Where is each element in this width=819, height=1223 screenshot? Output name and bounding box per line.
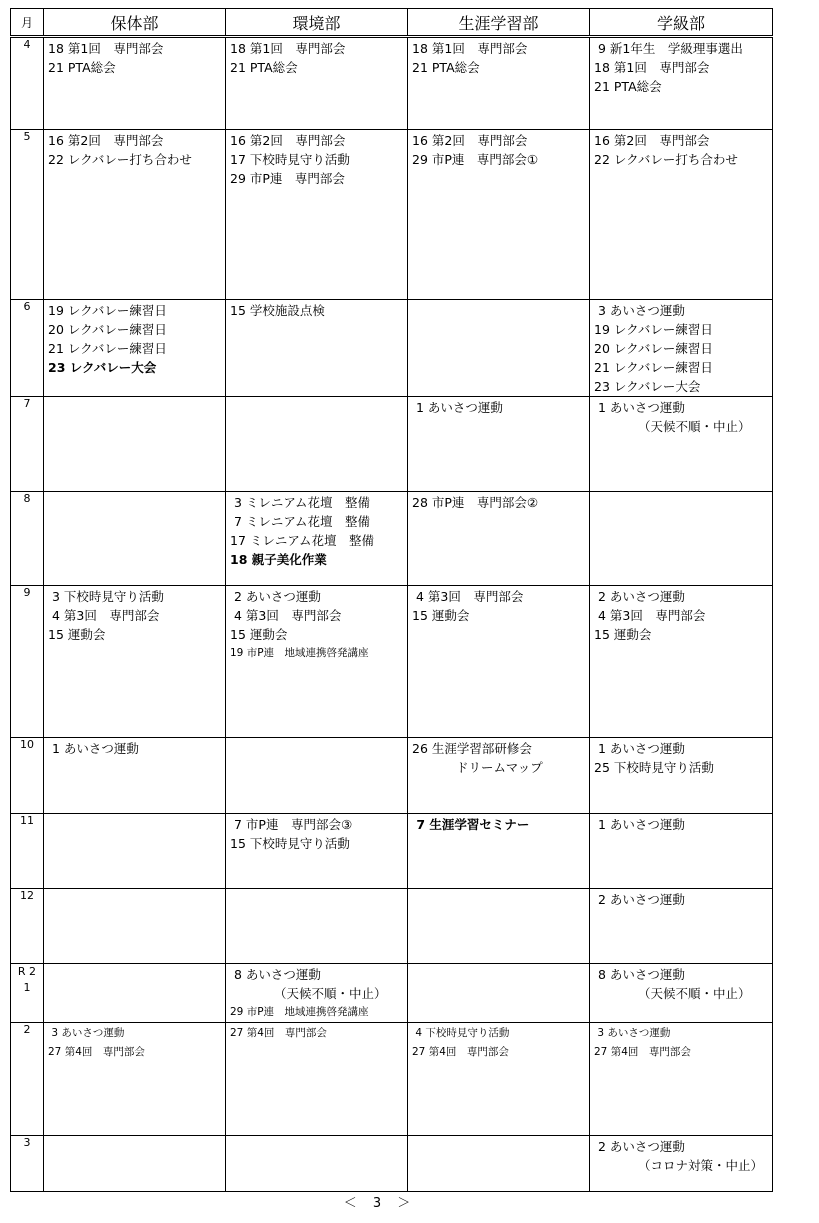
schedule-cell-hotai (44, 964, 226, 1023)
event-list (44, 300, 225, 377)
event-list (226, 492, 407, 569)
schedule-row (11, 889, 773, 964)
month-label: 7 (23, 397, 31, 410)
event-list (590, 300, 772, 396)
schedule-cell-hotai (44, 814, 226, 889)
event-list (590, 814, 772, 834)
schedule-cell-gakkyu (590, 130, 773, 300)
event-line: （天候不順・中止） (638, 419, 751, 434)
event-line: 28 市P連 専門部会② (412, 495, 539, 510)
event-line: 19 レクバレー練習日 (594, 322, 713, 337)
schedule-cell-kankyo (226, 1136, 408, 1192)
schedule-cell-gakkyu (590, 492, 773, 586)
month-cell (11, 300, 44, 397)
schedule-cell-gakkyu (590, 1136, 773, 1192)
schedule-row (11, 814, 773, 889)
event-list (590, 397, 772, 436)
event-line: 3 あいさつ運動 (48, 1027, 125, 1039)
schedule-row (11, 130, 773, 300)
event-line: 18 第1回 専門部会 (48, 41, 164, 56)
event-list (226, 397, 407, 398)
month-label: 5 (23, 130, 31, 143)
schedule-cell-shogai (408, 738, 590, 814)
month-label: 3 (23, 1136, 31, 1149)
event-list (408, 889, 589, 890)
schedule-cell-hotai (44, 738, 226, 814)
event-list (408, 1023, 589, 1062)
era-year-label: R 2 (17, 965, 37, 978)
schedule-row (11, 37, 773, 130)
event-list (226, 964, 407, 1022)
event-line: 7 ミレニアム花壇 整備 (230, 514, 371, 529)
event-line: 1 あいさつ運動 (48, 741, 139, 756)
schedule-cell-kankyo (226, 492, 408, 586)
event-line: 3 ミレニアム花壇 整備 (230, 495, 371, 510)
schedule-row (11, 738, 773, 814)
event-line: 20 レクバレー練習日 (594, 341, 713, 356)
event-list (590, 889, 772, 909)
event-line: 27 第4回 専門部会 (412, 1046, 509, 1058)
event-list (44, 397, 225, 398)
header-gakkyu: 学級部 (590, 9, 773, 37)
event-line: 17 下校時見守り活動 (230, 152, 350, 167)
event-line: 1 あいさつ運動 (412, 400, 503, 415)
schedule-cell-gakkyu (590, 1023, 773, 1136)
event-line: 2 あいさつ運動 (594, 892, 685, 907)
schedule-cell-gakkyu (590, 814, 773, 889)
month-cell (11, 37, 44, 130)
schedule-cell-hotai (44, 586, 226, 738)
event-list (226, 1136, 407, 1137)
schedule-row (11, 300, 773, 397)
event-list (226, 1023, 407, 1043)
schedule-cell-kankyo (226, 37, 408, 130)
event-line: 21 PTA総会 (230, 60, 298, 75)
header-kankyo: 環境部 (226, 9, 408, 37)
event-list (226, 586, 407, 663)
header-row (11, 9, 773, 37)
schedule-cell-hotai (44, 37, 226, 130)
month-cell (11, 492, 44, 586)
schedule-cell-gakkyu (590, 300, 773, 397)
schedule-cell-hotai (44, 130, 226, 300)
event-line: 17 ミレニアム花壇 整備 (230, 533, 375, 548)
month-label: 11 (20, 814, 34, 827)
month-cell (11, 1023, 44, 1136)
event-list (226, 814, 407, 853)
event-list (44, 130, 225, 169)
event-line: 7 生涯学習セミナー (412, 817, 530, 832)
event-list (44, 492, 225, 493)
event-line: 3 下校時見守り活動 (48, 589, 164, 604)
event-list (408, 964, 589, 965)
event-list (226, 38, 407, 77)
event-line: 21 PTA総会 (594, 79, 662, 94)
schedule-cell-kankyo (226, 130, 408, 300)
event-line: 25 下校時見守り活動 (594, 760, 714, 775)
event-line: 29 市P連 地域連携啓発講座 (230, 1006, 369, 1018)
event-line: 18 第1回 専門部会 (412, 41, 528, 56)
month-label: 4 (23, 38, 31, 51)
event-line: 23 レクバレー大会 (594, 379, 701, 394)
event-list (590, 738, 772, 777)
event-line: 29 市P連 専門部会① (412, 152, 539, 167)
schedule-cell-kankyo (226, 889, 408, 964)
event-line: 1 あいさつ運動 (594, 817, 685, 832)
schedule-cell-shogai (408, 586, 590, 738)
event-list (44, 586, 225, 644)
event-line: 18 親子美化作業 (230, 552, 327, 567)
event-line: 2 あいさつ運動 (594, 589, 685, 604)
event-line: 3 あいさつ運動 (594, 303, 685, 318)
page-number: ＜ 3 ＞ (343, 1196, 417, 1211)
month-cell (11, 738, 44, 814)
event-line: 26 生涯学習部研修会 (412, 741, 532, 756)
schedule-cell-shogai (408, 37, 590, 130)
event-line: 16 第2回 専門部会 (594, 133, 710, 148)
month-label: 9 (23, 586, 31, 599)
event-line: 1 あいさつ運動 (594, 741, 685, 756)
event-list (408, 300, 589, 301)
event-line: 4 第3回 専門部会 (412, 589, 524, 604)
schedule-cell-shogai (408, 300, 590, 397)
month-label: 10 (20, 738, 34, 751)
schedule-cell-shogai (408, 130, 590, 300)
event-list (590, 1023, 772, 1062)
event-line: 9 新1年生 学級理事選出 (594, 41, 743, 56)
event-line: 29 市P連 専門部会 (230, 171, 345, 186)
month-cell (11, 889, 44, 964)
event-line: 16 第2回 専門部会 (48, 133, 164, 148)
schedule-cell-kankyo (226, 300, 408, 397)
header-shogai: 生涯学習部 (408, 9, 590, 37)
event-list (226, 130, 407, 188)
event-line: 4 下校時見守り活動 (412, 1027, 510, 1039)
month-label: 6 (23, 300, 31, 313)
event-line: 2 あいさつ運動 (594, 1139, 685, 1154)
event-list (408, 130, 589, 169)
month-cell (11, 397, 44, 492)
schedule-cell-shogai (408, 492, 590, 586)
schedule-cell-gakkyu (590, 397, 773, 492)
event-line: 23 レクバレー大会 (48, 360, 157, 375)
schedule-row (11, 1136, 773, 1192)
event-list (44, 964, 225, 965)
event-list (408, 492, 589, 512)
event-line: 15 運動会 (230, 627, 288, 642)
schedule-cell-kankyo (226, 397, 408, 492)
event-line: 15 下校時見守り活動 (230, 836, 350, 851)
schedule-cell-shogai (408, 1136, 590, 1192)
event-list (408, 397, 589, 417)
event-line: （コロナ対策・中止） (638, 1158, 764, 1173)
schedule-row (11, 1023, 773, 1136)
event-line: 19 市P連 地域連携啓発講座 (230, 647, 369, 659)
event-line: （天候不順・中止） (274, 986, 387, 1001)
schedule-cell-hotai (44, 1136, 226, 1192)
month-cell (11, 964, 44, 1023)
event-list (590, 130, 772, 169)
event-list (590, 964, 772, 1003)
event-list (408, 1136, 589, 1137)
schedule-cell-gakkyu (590, 889, 773, 964)
month-label: 12 (20, 889, 34, 902)
event-line: 8 あいさつ運動 (230, 967, 321, 982)
month-cell (11, 130, 44, 300)
event-line: 4 第3回 専門部会 (230, 608, 342, 623)
event-list (44, 814, 225, 815)
month-label: 1 (23, 981, 31, 994)
schedule-row (11, 586, 773, 738)
event-list (44, 1136, 225, 1137)
event-list (44, 738, 225, 758)
event-line: 22 レクバレー打ち合わせ (594, 152, 738, 167)
event-list (44, 38, 225, 77)
month-label: 8 (23, 492, 31, 505)
schedule-row (11, 964, 773, 1023)
event-line: 27 第4回 専門部会 (48, 1046, 145, 1058)
event-list (408, 814, 589, 834)
event-list (590, 492, 772, 493)
schedule-cell-hotai (44, 889, 226, 964)
event-list (44, 889, 225, 890)
event-list (44, 1023, 225, 1062)
event-line: 20 レクバレー練習日 (48, 322, 167, 337)
schedule-cell-hotai (44, 492, 226, 586)
schedule-cell-shogai (408, 889, 590, 964)
schedule-row (11, 492, 773, 586)
schedule-cell-hotai (44, 397, 226, 492)
event-list (408, 738, 589, 777)
month-cell (11, 1136, 44, 1192)
event-list (590, 38, 772, 96)
event-list (408, 38, 589, 77)
event-line: 3 あいさつ運動 (594, 1027, 671, 1039)
schedule-cell-shogai (408, 964, 590, 1023)
schedule-cell-kankyo (226, 964, 408, 1023)
header-hotai: 保体部 (44, 9, 226, 37)
event-line: 21 レクバレー練習日 (48, 341, 167, 356)
schedule-cell-kankyo (226, 814, 408, 889)
event-line: 2 あいさつ運動 (230, 589, 321, 604)
annual-schedule-table (10, 8, 773, 1192)
month-label: 2 (23, 1023, 31, 1036)
schedule-cell-gakkyu (590, 964, 773, 1023)
schedule-cell-kankyo (226, 1023, 408, 1136)
schedule-cell-hotai (44, 1023, 226, 1136)
schedule-cell-gakkyu (590, 37, 773, 130)
event-line: 15 運動会 (412, 608, 470, 623)
event-list (590, 586, 772, 644)
schedule-cell-shogai (408, 1023, 590, 1136)
event-line: 22 レクバレー打ち合わせ (48, 152, 192, 167)
event-list (226, 738, 407, 739)
event-line: ドリームマップ (456, 760, 543, 775)
event-line: 15 学校施設点検 (230, 303, 325, 318)
event-line: 27 第4回 専門部会 (230, 1027, 327, 1039)
schedule-cell-hotai (44, 300, 226, 397)
event-list (590, 1136, 772, 1175)
event-list (226, 300, 407, 320)
event-line: 27 第4回 専門部会 (594, 1046, 691, 1058)
event-line: 16 第2回 専門部会 (230, 133, 346, 148)
schedule-row (11, 397, 773, 492)
event-line: 18 第1回 専門部会 (594, 60, 710, 75)
event-line: 16 第2回 専門部会 (412, 133, 528, 148)
event-line: 4 第3回 専門部会 (594, 608, 706, 623)
event-line: 15 運動会 (594, 627, 652, 642)
event-line: 8 あいさつ運動 (594, 967, 685, 982)
month-cell (11, 586, 44, 738)
month-cell (11, 814, 44, 889)
event-line: 21 PTA総会 (412, 60, 480, 75)
event-line: 19 レクバレー練習日 (48, 303, 167, 318)
event-line: 15 運動会 (48, 627, 106, 642)
schedule-cell-gakkyu (590, 586, 773, 738)
event-line: 7 市P連 専門部会③ (230, 817, 353, 832)
header-month: 月 (11, 9, 44, 37)
event-line: 18 第1回 専門部会 (230, 41, 346, 56)
event-list (226, 889, 407, 890)
event-line: （天候不順・中止） (638, 986, 751, 1001)
event-line: 1 あいさつ運動 (594, 400, 685, 415)
event-list (408, 586, 589, 625)
schedule-cell-gakkyu (590, 738, 773, 814)
schedule-cell-kankyo (226, 738, 408, 814)
schedule-cell-kankyo (226, 586, 408, 738)
event-line: 21 PTA総会 (48, 60, 116, 75)
schedule-cell-shogai (408, 397, 590, 492)
schedule-cell-shogai (408, 814, 590, 889)
event-line: 21 レクバレー練習日 (594, 360, 713, 375)
event-line: 4 第3回 専門部会 (48, 608, 160, 623)
